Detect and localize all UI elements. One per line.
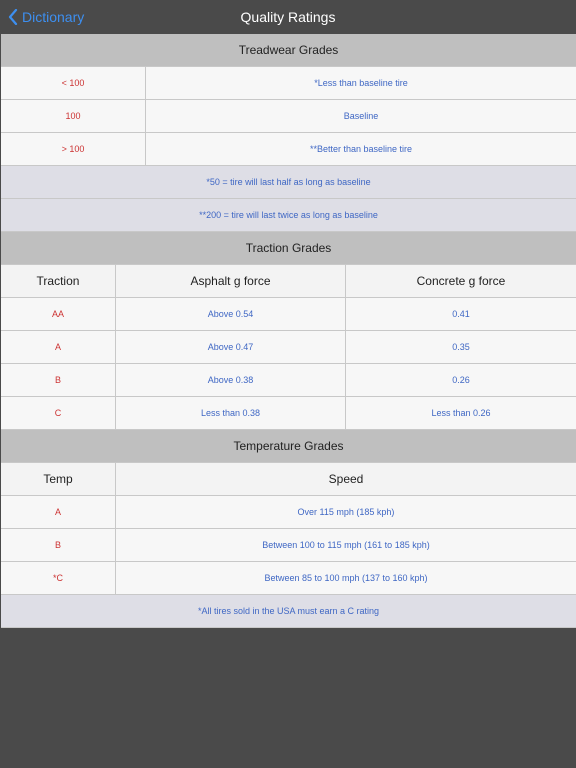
traction-asphalt-value: Above 0.47: [115, 331, 345, 363]
back-button-label: Dictionary: [22, 9, 85, 25]
treadwear-header-label: Treadwear Grades: [238, 43, 339, 57]
navigation-bar: [0, 0, 576, 34]
traction-asphalt-value: Less than 0.38: [115, 397, 345, 429]
table-row: [1, 496, 576, 529]
page-title: Quality Ratings: [240, 9, 336, 25]
column-header-speed: Speed: [115, 463, 576, 495]
traction-asphalt-value: Above 0.38: [115, 364, 345, 396]
temperature-column-headers: [1, 463, 576, 496]
table-row: [1, 133, 576, 166]
temperature-speed-value: Over 115 mph (185 kph): [115, 496, 576, 528]
traction-concrete-value: Less than 0.26: [345, 397, 576, 429]
treadwear-description: Baseline: [145, 100, 576, 132]
table-row: [1, 100, 576, 133]
table-row: [1, 364, 576, 397]
temperature-grade: B: [54, 540, 61, 550]
treadwear-note-row: [1, 166, 576, 199]
temperature-grade: *C: [52, 573, 63, 583]
quality-ratings-table: [1, 34, 576, 628]
table-row: [1, 529, 576, 562]
traction-grade: B: [54, 375, 61, 385]
traction-column-headers: [1, 265, 576, 298]
treadwear-section-header: [1, 34, 576, 67]
traction-grade: A: [54, 342, 61, 352]
traction-concrete-value: 0.35: [345, 331, 576, 363]
traction-concrete-value: 0.41: [345, 298, 576, 330]
treadwear-grade: 100: [65, 111, 81, 121]
traction-grade: AA: [51, 309, 64, 319]
temperature-grade: A: [54, 507, 61, 517]
treadwear-description: **Better than baseline tire: [145, 133, 576, 165]
column-header-temp: Temp: [43, 472, 73, 486]
treadwear-note: *50 = tire will last half as long as baseline: [206, 177, 371, 187]
column-header-concrete: Concrete g force: [345, 265, 576, 297]
treadwear-grade: > 100: [61, 144, 85, 154]
table-row: [1, 331, 576, 364]
treadwear-grade: < 100: [61, 78, 85, 88]
table-row: [1, 67, 576, 100]
temperature-speed-value: Between 100 to 115 mph (161 to 185 kph): [115, 529, 576, 561]
treadwear-description: *Less than baseline tire: [145, 67, 576, 99]
temperature-note-row: [1, 595, 576, 628]
temperature-header-label: Temperature Grades: [233, 439, 344, 453]
treadwear-note-row: [1, 199, 576, 232]
traction-section-header: [1, 232, 576, 265]
table-row: [1, 562, 576, 595]
table-row: [1, 298, 576, 331]
column-header-asphalt: Asphalt g force: [115, 265, 345, 297]
column-header-traction: Traction: [36, 274, 80, 288]
temperature-section-header: [1, 430, 576, 463]
traction-asphalt-value: Above 0.54: [115, 298, 345, 330]
temperature-note: *All tires sold in the USA must earn a C rating: [197, 606, 380, 616]
traction-concrete-value: 0.26: [345, 364, 576, 396]
treadwear-note: **200 = tire will last twice as long as baseline: [199, 210, 378, 220]
temperature-speed-value: Between 85 to 100 mph (137 to 160 kph): [115, 562, 576, 594]
traction-grade: C: [54, 408, 62, 418]
traction-header-label: Traction Grades: [245, 241, 332, 255]
table-row: [1, 397, 576, 430]
